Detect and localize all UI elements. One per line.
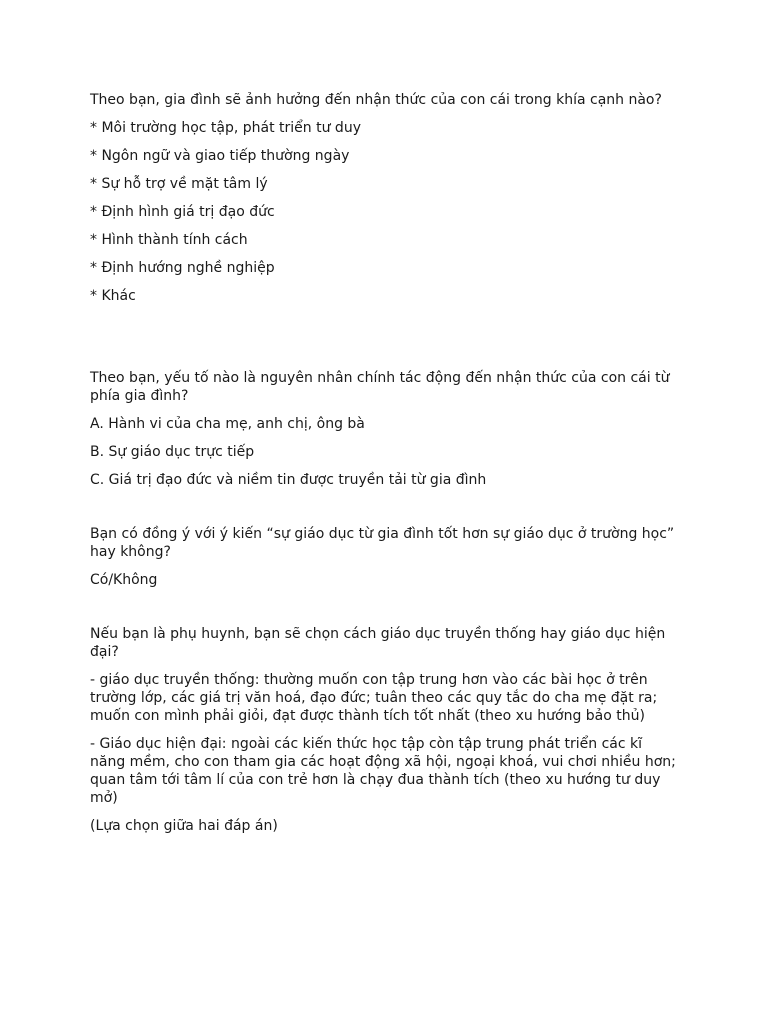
question-4-text: Nếu bạn là phụ huynh, bạn sẽ chọn cách giáo dục truyền thống hay giáo dục hiện đại? xyxy=(90,626,666,660)
spacer xyxy=(90,315,678,369)
spacer xyxy=(90,499,678,525)
question-2-text: Theo bạn, yếu tố nào là nguyên nhân chính tác động đến nhận thức của con cái từ phía gia đình? xyxy=(90,370,670,404)
question-2-option-3: C. Giá trị đạo đức và niềm tin được truyền tải từ gia đình xyxy=(90,472,487,488)
question-1-text: Theo bạn, gia đình sẽ ảnh hưởng đến nhận thức của con cái trong khía cạnh nào? xyxy=(90,92,662,108)
question-3-option-1: Có/Không xyxy=(90,572,158,588)
question-2-option-1: A. Hành vi của cha mẹ, anh chị, ông bà xyxy=(90,416,365,432)
question-4-option-3: (Lựa chọn giữa hai đáp án) xyxy=(90,818,278,834)
question-1-option-3: * Sự hỗ trợ về mặt tâm lý xyxy=(90,176,268,192)
question-1-option-1: * Môi trường học tập, phát triển tư duy xyxy=(90,120,361,136)
question-1-option-5: * Hình thành tính cách xyxy=(90,232,248,248)
question-block-2 xyxy=(90,369,678,489)
question-1-option-7: * Khác xyxy=(90,288,136,304)
question-block-1 xyxy=(90,91,678,305)
question-block-4 xyxy=(90,625,678,835)
document-page xyxy=(90,91,678,845)
question-3-text: Bạn có đồng ý với ý kiến “sự giáo dục từ gia đình tốt hơn sự giáo dục ở trường học” hay không? xyxy=(90,526,675,560)
spacer xyxy=(90,599,678,625)
question-block-3 xyxy=(90,525,678,589)
question-1-option-4: * Định hình giá trị đạo đức xyxy=(90,204,275,220)
question-2-option-2: B. Sự giáo dục trực tiếp xyxy=(90,444,255,460)
question-1-option-2: * Ngôn ngữ và giao tiếp thường ngày xyxy=(90,148,350,164)
question-4-option-2: - Giáo dục hiện đại: ngoài các kiến thức học tập còn tập trung phát triển các kĩ năng mềm, cho con tham gia các hoạt động xã hội, ngoại khoá, vui chơi nhiều hơn; quan tâm tới tâm lí của con trẻ hơn là chạy đua thành tích (theo xu hướng tư duy mở) xyxy=(90,736,676,806)
question-4-option-1: - giáo dục truyền thống: thường muốn con tập trung hơn vào các bài học ở trên trường lớp, các giá trị văn hoá, đạo đức; tuân theo các quy tắc do cha mẹ đặt ra; muốn con mình phải giỏi, đạt được thành tích tốt nhất (theo xu hướng bảo thủ) xyxy=(90,672,658,724)
question-1-option-6: * Định hướng nghề nghiệp xyxy=(90,260,275,276)
